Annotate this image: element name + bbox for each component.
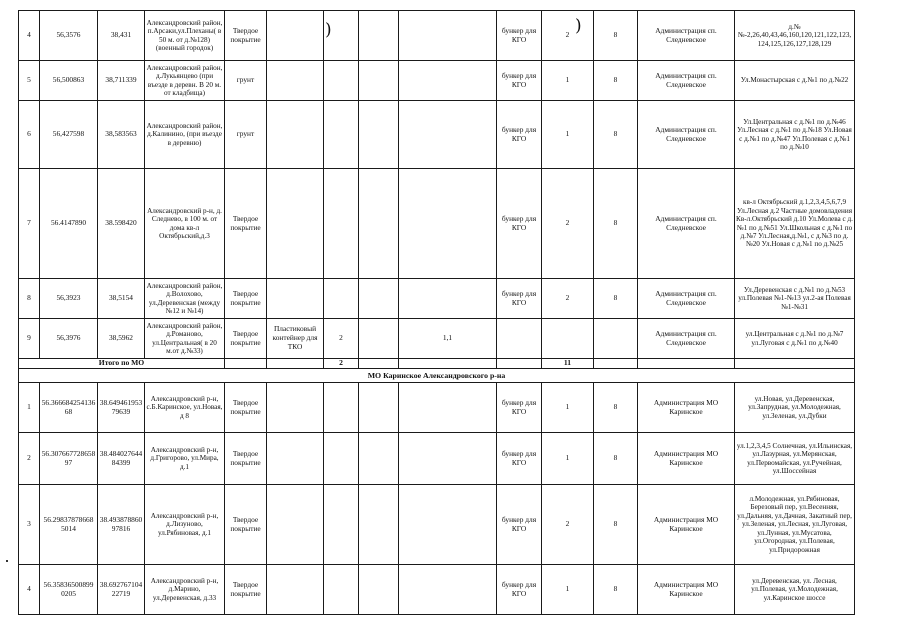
bunker-type-cell: бункер для КГО (497, 101, 542, 169)
latitude-cell: 56.35836500899 0205 (40, 565, 98, 615)
row-number: 7 (19, 169, 40, 279)
latitude-cell: 56.36668425413668 (40, 383, 98, 433)
container-type-cell (267, 61, 324, 101)
section-title: МО Каринское Александровского р-на (19, 369, 855, 383)
table-row (19, 61, 855, 101)
bunker-count-cell (542, 319, 594, 359)
owner-cell: Администрация МО Каринское (638, 383, 735, 433)
surface-cell: Твердое покрытие (225, 485, 267, 565)
bunker-type-cell (497, 319, 542, 359)
owner-cell: Администрация сп. Следневское (638, 11, 735, 61)
waste-sources-cell: Ул.Монастырская с д.№1 по д.№22 (735, 61, 855, 101)
waste-sources-cell: кв-л Октябрьский д.1,2,3,4,5,6,7,9 Ул.Лесная д.2 Частные домовладения Кв-л.Октябрьский д.10 Ул.Молева с д.№1 по д.№51 Ул.Школьная с д.№1 по д.№7 Ул.Лесная,д.№1, с д.№3 по д.№20 Ул.Новая с д.№1 по д.№25 (735, 169, 855, 279)
container-volume-cell (399, 279, 497, 319)
register-table (18, 10, 855, 615)
row-number: 6 (19, 101, 40, 169)
scan-dot-mark (6, 560, 8, 562)
container-type-cell (267, 101, 324, 169)
container-volume-cell (399, 11, 497, 61)
longitude-cell: 38,711339 (98, 61, 145, 101)
address-cell: Александровский р-н, д.Григорово, ул.Мира, д.1 (145, 433, 225, 485)
container-type-cell (267, 485, 324, 565)
latitude-cell: 56.30766772865897 (40, 433, 98, 485)
waste-sources-cell: ул.Центральная с д.№1 по д.№7 ул.Луговая с д.№1 по д.№40 (735, 319, 855, 359)
address-cell: Александровский район, д.Романово, ул.Центральная( в 20 м.от д.№33) (145, 319, 225, 359)
latitude-cell: 56.29837878668 5014 (40, 485, 98, 565)
container-type-cell (267, 383, 324, 433)
container-volume-cell: 1,1 (399, 319, 497, 359)
table-row (19, 565, 855, 615)
longitude-cell: 38.48402764484399 (98, 433, 145, 485)
bunker-volume-cell: 8 (594, 383, 638, 433)
address-cell: Александровский р-н, д.Марино, ул.Деревенская, д.33 (145, 565, 225, 615)
row-number: 9 (19, 319, 40, 359)
container-volume-cell (399, 565, 497, 615)
surface-cell: Твердое покрытие (225, 279, 267, 319)
table-row (19, 319, 855, 359)
bunker-volume-cell: 8 (594, 565, 638, 615)
binding-hole-mark: ) (575, 16, 582, 36)
container-count-cell (324, 61, 359, 101)
planned-count-cell (359, 61, 399, 101)
owner-cell: Администрация МО Каринское (638, 433, 735, 485)
section-header-row (19, 369, 855, 383)
address-cell: Александровский р-н, с.Б.Каринское, ул.Новая, д 8 (145, 383, 225, 433)
latitude-cell: 56,500863 (40, 61, 98, 101)
latitude-cell: 56,427598 (40, 101, 98, 169)
binding-hole-mark: ) (325, 20, 332, 40)
waste-sources-cell: ул.1,2,3,4,5 Солнечная, ул.Ильинская, ул.Лазурная, ул.Мерянская, ул.Первомайская, ул.Ручейная, ул.Шоссейная (735, 433, 855, 485)
bunker-type-cell: бункер для КГО (497, 11, 542, 61)
longitude-cell: 38,5154 (98, 279, 145, 319)
container-type-cell (267, 169, 324, 279)
latitude-cell: 56,3576 (40, 11, 98, 61)
planned-count-cell (359, 169, 399, 279)
container-volume-cell (399, 433, 497, 485)
longitude-cell: 38,583563 (98, 101, 145, 169)
total-bunker-count: 11 (542, 359, 594, 369)
surface-cell: Твердое покрытие (225, 383, 267, 433)
planned-count-cell (359, 433, 399, 485)
bunker-volume-cell (594, 319, 638, 359)
row-number: 4 (19, 11, 40, 61)
bunker-volume-cell: 8 (594, 279, 638, 319)
container-count-cell (324, 383, 359, 433)
surface-cell: Твердое покрытие (225, 433, 267, 485)
surface-cell: грунт (225, 61, 267, 101)
container-type-cell (267, 433, 324, 485)
longitude-cell: 38,431 (98, 11, 145, 61)
surface-cell: Твердое покрытие (225, 11, 267, 61)
owner-cell: Администрация МО Каринское (638, 485, 735, 565)
bunker-type-cell: бункер для КГО (497, 61, 542, 101)
row-number: 5 (19, 61, 40, 101)
bunker-type-cell: бункер для КГО (497, 169, 542, 279)
latitude-cell: 56.4147890 (40, 169, 98, 279)
planned-count-cell (359, 101, 399, 169)
planned-count-cell (359, 11, 399, 61)
container-volume-cell (399, 383, 497, 433)
owner-cell: Администрация сп. Следневское (638, 319, 735, 359)
container-count-cell (324, 279, 359, 319)
container-type-cell: Пластиковый контейнер для ТКО (267, 319, 324, 359)
bunker-volume-cell: 8 (594, 485, 638, 565)
planned-count-cell (359, 279, 399, 319)
table-row (19, 485, 855, 565)
surface-cell: грунт (225, 101, 267, 169)
surface-cell: Твердое покрытие (225, 169, 267, 279)
container-type-cell (267, 279, 324, 319)
longitude-cell: 38.69276710422719 (98, 565, 145, 615)
container-volume-cell (399, 169, 497, 279)
bunker-type-cell: бункер для КГО (497, 383, 542, 433)
owner-cell: Администрация сп. Следневское (638, 101, 735, 169)
table-row (19, 101, 855, 169)
container-type-cell (267, 11, 324, 61)
bunker-volume-cell: 8 (594, 433, 638, 485)
row-number: 3 (19, 485, 40, 565)
total-container-count: 2 (324, 359, 359, 369)
total-row (19, 359, 855, 369)
bunker-count-cell: 2 (542, 11, 594, 61)
bunker-count-cell: 1 (542, 383, 594, 433)
waste-sources-cell: л.Молодежная, ул.Рябиновая, Березовый пер, ул.Весенняя, ул.Дальняя, ул.Дачная, Закатный пер, ул.Зеленая, ул.Лесная, ул.Луговая, ул.Лунная, ул.Мусатова, ул.Огородная, ул.Полевая, ул.Придорожная (735, 485, 855, 565)
address-cell: Александровский район, д.Калинино, (при въезде в деревню) (145, 101, 225, 169)
owner-cell: Администрация сп. Следневское (638, 61, 735, 101)
longitude-cell: 38.49387886097816 (98, 485, 145, 565)
container-volume-cell (399, 61, 497, 101)
bunker-count-cell: 1 (542, 565, 594, 615)
latitude-cell: 56,3923 (40, 279, 98, 319)
table-row (19, 383, 855, 433)
bunker-count-cell: 1 (542, 101, 594, 169)
total-label: Итого по МО (19, 359, 225, 369)
container-volume-cell (399, 485, 497, 565)
bunker-count-cell: 1 (542, 433, 594, 485)
row-number: 1 (19, 383, 40, 433)
row-number: 4 (19, 565, 40, 615)
longitude-cell: 38.598420 (98, 169, 145, 279)
bunker-type-cell: бункер для КГО (497, 565, 542, 615)
bunker-volume-cell: 8 (594, 61, 638, 101)
latitude-cell: 56,3976 (40, 319, 98, 359)
container-count-cell (324, 433, 359, 485)
container-count-cell (324, 565, 359, 615)
bunker-volume-cell: 8 (594, 11, 638, 61)
address-cell: Александровский район, п.Арсаки,ул.Плеханы( в 50 м. от д.№128) (военный городок) (145, 11, 225, 61)
longitude-cell: 38.64946195379639 (98, 383, 145, 433)
container-count-cell (324, 169, 359, 279)
longitude-cell: 38,5962 (98, 319, 145, 359)
owner-cell: Администрация сп. Следневское (638, 169, 735, 279)
surface-cell: Твердое покрытие (225, 319, 267, 359)
bunker-count-cell: 2 (542, 279, 594, 319)
planned-count-cell (359, 319, 399, 359)
bunker-type-cell: бункер для КГО (497, 433, 542, 485)
address-cell: Александровский район, д.Лукьянцево (при въезде в деревн. В 20 м. от кладбища) (145, 61, 225, 101)
address-cell: Александровский район, д.Волохово, ул.Деревенская (между №12 и №14) (145, 279, 225, 319)
table-row (19, 433, 855, 485)
bunker-count-cell: 1 (542, 61, 594, 101)
container-volume-cell (399, 101, 497, 169)
planned-count-cell (359, 565, 399, 615)
table-row (19, 11, 855, 61)
waste-sources-cell: ул.Новая, ул.Деревенская, ул.Запрудная, ул.Молодежная, ул.Зеленая, ул.Дубки (735, 383, 855, 433)
planned-count-cell (359, 383, 399, 433)
row-number: 8 (19, 279, 40, 319)
waste-sources-cell: д.№№-2,26,40,43,46,160,120,121,122,123, 124,125,126,127,128,129 (735, 11, 855, 61)
container-count-cell (324, 485, 359, 565)
waste-sources-cell: ул.Деревенская, ул. Лесная, ул.Полевая, ул.Молодежная, ул.Каринское шоссе (735, 565, 855, 615)
bunker-count-cell: 2 (542, 485, 594, 565)
bunker-volume-cell: 8 (594, 101, 638, 169)
address-cell: Александровский р-н, д.Лизуново, ул.Рябиновая, д.1 (145, 485, 225, 565)
container-count-cell: 2 (324, 319, 359, 359)
bunker-volume-cell: 8 (594, 169, 638, 279)
bunker-count-cell: 2 (542, 169, 594, 279)
container-count-cell (324, 101, 359, 169)
container-type-cell (267, 565, 324, 615)
bunker-type-cell: бункер для КГО (497, 279, 542, 319)
surface-cell: Твердое покрытие (225, 565, 267, 615)
waste-sources-cell: Ул.Деревенская с д.№1 по д.№53 ул.Полевая №1-№13 ул.2-ая Полевая №1-№31 (735, 279, 855, 319)
owner-cell: Администрация МО Каринское (638, 565, 735, 615)
planned-count-cell (359, 485, 399, 565)
owner-cell: Администрация сп. Следневское (638, 279, 735, 319)
table-row (19, 169, 855, 279)
row-number: 2 (19, 433, 40, 485)
table-row (19, 279, 855, 319)
waste-sources-cell: Ул.Центральная с д.№1 по д.№46 Ул.Лесная с д.№1 по д.№18 Ул.Новая с д.№1 по д.№47 Ул.Полевая с д.№1 по д.№10 (735, 101, 855, 169)
address-cell: Александровский р-н, д. Следнево, в 100 м. от дома кв-л Октябрьский,д.3 (145, 169, 225, 279)
bunker-type-cell: бункер для КГО (497, 485, 542, 565)
